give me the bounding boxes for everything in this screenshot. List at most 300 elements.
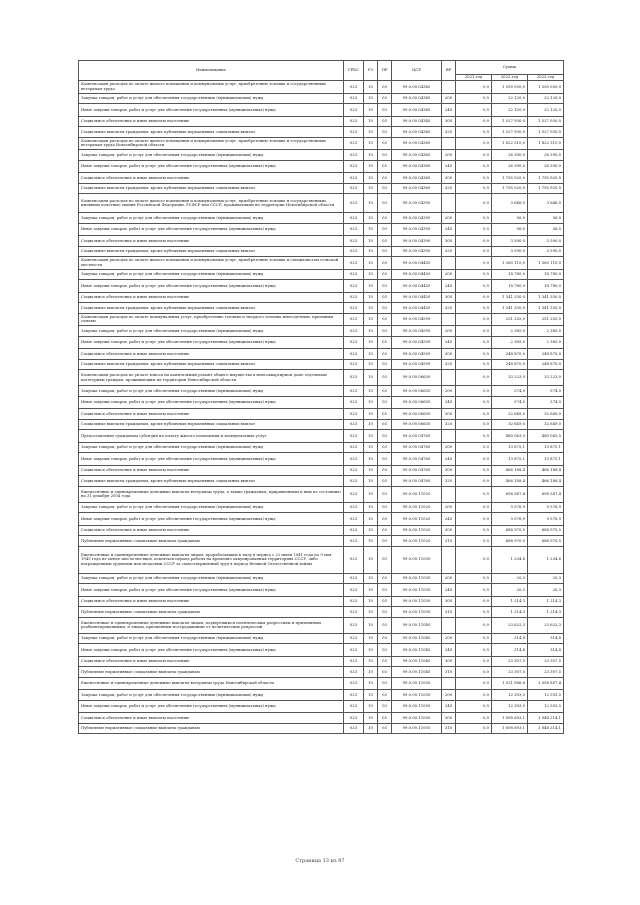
row-vr: 310	[442, 536, 456, 547]
row-sum-2023: 1 046 214,1	[528, 723, 564, 734]
row-name: Социальное обеспечение и иные выплаты населению	[79, 656, 344, 667]
row-grbs: 023	[344, 723, 364, 734]
row-rz: 10	[364, 465, 378, 476]
row-name: Ежемесячные и единовременные денежные выплаты лицам, подвергшимся политическим репрессиям и признанным реабилитированными, и лицам, признанным пострадавшими от политических репрессий	[79, 617, 344, 633]
budget-table-sheet	[78, 60, 563, 734]
row-sum-2023: 574,0	[528, 396, 564, 409]
row-sum-2022: 574,0	[492, 386, 528, 397]
table-row	[79, 723, 564, 734]
row-name: Социальное обеспечение и иные выплаты населению	[79, 713, 344, 724]
row-name: Компенсация расходов по оплате жилого помещения и коммунальных услуг, приобретению топлива и государственным ветеранам труда	[79, 81, 344, 94]
row-csr: 99.0.00.11040	[392, 667, 442, 678]
row-name: Публичные нормативные социальные выплаты гражданам	[79, 607, 344, 618]
table-body	[79, 81, 564, 734]
row-sum-2023: 23 622,3	[528, 617, 564, 633]
row-grbs: 023	[344, 453, 364, 466]
row-grbs: 023	[344, 396, 364, 409]
row-grbs: 023	[344, 677, 364, 690]
row-pr: 03	[378, 617, 392, 633]
row-csr: 99.0.00.11050	[392, 690, 442, 701]
row-rz: 10	[364, 513, 378, 526]
row-vr: 240	[442, 700, 456, 713]
row-grbs: 023	[344, 584, 364, 597]
row-sum-2023: 32 649,0	[528, 419, 564, 430]
row-name: Публичные нормативные социальные выплаты гражданам	[79, 667, 344, 678]
row-csr: 99.0.00.04450	[392, 269, 442, 280]
row-rz: 10	[364, 525, 378, 536]
row-sum-2023: 18 780,0	[528, 269, 564, 280]
row-vr: 300	[442, 292, 456, 303]
row-grbs: 023	[344, 596, 364, 607]
row-grbs: 023	[344, 236, 364, 247]
row-grbs: 023	[344, 246, 364, 257]
table-row	[79, 442, 564, 453]
row-sum-2022: 1 795 920,0	[492, 183, 528, 194]
row-csr: 99.0.00.04599	[392, 349, 442, 360]
row-sum-2021: 0,0	[456, 370, 492, 386]
row-sum-2021: 0,0	[456, 303, 492, 314]
row-name: Закупка товаров, работ и услуг для обеспечения государственных (муниципальных) нужд	[79, 326, 344, 337]
row-name: Закупка товаров, работ и услуг для обеспечения государственных (муниципальных) нужд	[79, 386, 344, 397]
row-sum-2021: 0,0	[456, 93, 492, 104]
row-grbs: 023	[344, 93, 364, 104]
row-grbs: 023	[344, 370, 364, 386]
row-rz: 10	[364, 690, 378, 701]
row-sum-2022: 1 822 310,0	[492, 137, 528, 150]
row-vr	[442, 617, 456, 633]
row-pr: 03	[378, 573, 392, 584]
row-csr: 99.0.00.11020	[392, 513, 442, 526]
row-pr: 03	[378, 525, 392, 536]
row-csr: 99.0.00.04760	[392, 476, 442, 487]
row-name: Иные закупки товаров, работ и услуг для обеспечения государственных (муниципальных) нужд	[79, 104, 344, 117]
row-sum-2021: 0,0	[456, 292, 492, 303]
table-row	[79, 280, 564, 293]
row-sum-2021: 0,0	[456, 280, 492, 293]
table-row	[79, 236, 564, 247]
row-rz: 10	[364, 573, 378, 584]
table-row	[79, 476, 564, 487]
row-pr: 03	[378, 386, 392, 397]
row-sum-2021: 0,0	[456, 677, 492, 690]
row-sum-2021: 0,0	[456, 336, 492, 349]
row-sum-2023: 1 214,3	[528, 596, 564, 607]
row-grbs: 023	[344, 150, 364, 161]
row-rz: 10	[364, 116, 378, 127]
row-sum-2023: 1 822 310,0	[528, 137, 564, 150]
row-name: Закупка товаров, работ и услуг для обеспечения государственных (муниципальных) нужд	[79, 269, 344, 280]
row-name: Социальное обеспечение и иные выплаты населению	[79, 409, 344, 420]
row-vr	[442, 313, 456, 326]
row-csr: 99.0.00.04360	[392, 160, 442, 173]
table-row	[79, 396, 564, 409]
table-header	[79, 61, 564, 81]
table-row	[79, 313, 564, 326]
row-sum-2021: 0,0	[456, 617, 492, 633]
row-sum-2022: 32 649,0	[492, 409, 528, 420]
row-pr: 03	[378, 292, 392, 303]
row-name: Социальные выплаты гражданам, кроме публичных нормативных социальных выплат	[79, 127, 344, 138]
row-pr: 03	[378, 596, 392, 607]
row-sum-2021: 0,0	[456, 137, 492, 150]
row-sum-2022: 574,0	[492, 396, 528, 409]
row-name: Ежемесячные и единовременные денежные выплаты ветеранам труда Новосибирской области	[79, 677, 344, 690]
row-sum-2021: 0,0	[456, 194, 492, 213]
row-csr: 99.0.00.11030	[392, 573, 442, 584]
row-grbs: 023	[344, 502, 364, 513]
row-name: Компенсация расходов по уплате взноса на капитальный ремонт общего имущества в многоквартирном доме отдельным категориям граждан, проживающим на территории Новосибирской области	[79, 370, 344, 386]
row-sum-2022: 18 780,0	[492, 280, 528, 293]
row-rz: 10	[364, 213, 378, 224]
row-vr: 200	[442, 269, 456, 280]
row-pr: 03	[378, 465, 392, 476]
row-pr: 03	[378, 280, 392, 293]
row-csr: 99.0.00.04360	[392, 150, 442, 161]
row-rz: 10	[364, 303, 378, 314]
row-pr: 03	[378, 183, 392, 194]
row-name: Социальные выплаты гражданам, кроме публичных нормативных социальных выплат	[79, 246, 344, 257]
row-sum-2021: 0,0	[456, 442, 492, 453]
table-row	[79, 677, 564, 690]
row-rz: 10	[364, 257, 378, 270]
row-grbs: 023	[344, 137, 364, 150]
row-csr: 99.0.00.04340	[392, 93, 442, 104]
row-grbs: 023	[344, 465, 364, 476]
row-vr: 320	[442, 419, 456, 430]
table-row	[79, 656, 564, 667]
row-vr	[442, 486, 456, 502]
row-sum-2022: 26 390,0	[492, 160, 528, 173]
row-sum-2023: 1 214,3	[528, 607, 564, 618]
row-pr: 03	[378, 633, 392, 644]
row-name: Социальное обеспечение и иные выплаты населению	[79, 292, 344, 303]
row-sum-2023: 12 593,5	[528, 700, 564, 713]
row-csr: 99.0.00.11040	[392, 656, 442, 667]
row-grbs: 023	[344, 313, 364, 326]
row-name: Компенсация расходов по оплате жилого помещения и коммунальных услуг, приобретению топлива и специалистам сельской местности	[79, 257, 344, 270]
table-row	[79, 546, 564, 573]
row-pr: 03	[378, 502, 392, 513]
row-sum-2023: 688 970,5	[528, 536, 564, 547]
row-vr: 310	[442, 667, 456, 678]
row-vr: 240	[442, 280, 456, 293]
row-csr: 99.0.00.11050	[392, 713, 442, 724]
row-vr: 300	[442, 465, 456, 476]
row-csr: 99.0.00.04760	[392, 442, 442, 453]
row-grbs: 023	[344, 690, 364, 701]
row-vr: 200	[442, 502, 456, 513]
row-name: Иные закупки товаров, работ и услуг для обеспечения государственных (муниципальных) нужд	[79, 336, 344, 349]
row-pr: 03	[378, 409, 392, 420]
row-grbs: 023	[344, 644, 364, 657]
row-sum-2023: 18 780,0	[528, 280, 564, 293]
row-vr: 200	[442, 442, 456, 453]
row-vr: 300	[442, 349, 456, 360]
table-row	[79, 536, 564, 547]
row-csr: 99.0.00.04599	[392, 326, 442, 337]
row-vr: 200	[442, 213, 456, 224]
row-sum-2023: 23 307,5	[528, 656, 564, 667]
row-sum-2021: 0,0	[456, 633, 492, 644]
row-sum-2023: 23 307,5	[528, 667, 564, 678]
row-pr: 03	[378, 269, 392, 280]
row-vr	[442, 430, 456, 443]
row-grbs: 023	[344, 419, 364, 430]
row-sum-2022: 23 307,5	[492, 656, 528, 667]
row-name: Публичные нормативные социальные выплаты гражданам	[79, 536, 344, 547]
row-name: Социальные выплаты гражданам, кроме публичных нормативных социальных выплат	[79, 419, 344, 430]
row-rz: 10	[364, 370, 378, 386]
row-grbs: 023	[344, 336, 364, 349]
row-sum-2023: 1 058 807,4	[528, 677, 564, 690]
row-vr	[442, 546, 456, 573]
row-sum-2023: 1 550 050,0	[528, 81, 564, 94]
row-grbs: 023	[344, 223, 364, 236]
row-rz: 10	[364, 430, 378, 443]
row-vr: 300	[442, 236, 456, 247]
row-sum-2022: 1 341 330,0	[492, 292, 528, 303]
row-pr: 03	[378, 173, 392, 184]
row-rz: 10	[364, 313, 378, 326]
row-grbs: 023	[344, 656, 364, 667]
row-vr: 200	[442, 326, 456, 337]
row-sum-2023: 1 795 920,0	[528, 183, 564, 194]
row-pr: 03	[378, 336, 392, 349]
table-row	[79, 409, 564, 420]
table-row	[79, 223, 564, 236]
row-grbs: 023	[344, 303, 364, 314]
row-sum-2023: 56,0	[528, 213, 564, 224]
row-grbs: 023	[344, 486, 364, 502]
row-csr: 99.0.00.04450	[392, 280, 442, 293]
row-pr: 03	[378, 194, 392, 213]
row-pr: 03	[378, 213, 392, 224]
row-sum-2021: 0,0	[456, 596, 492, 607]
row-pr: 03	[378, 667, 392, 678]
row-sum-2021: 0,0	[456, 349, 492, 360]
row-sum-2021: 0,0	[456, 173, 492, 184]
row-grbs: 023	[344, 513, 364, 526]
row-vr	[442, 370, 456, 386]
row-sum-2022: 466 188,4	[492, 465, 528, 476]
row-name: Закупка товаров, работ и услуг для обеспечения государственных (муниципальных) нужд	[79, 150, 344, 161]
row-csr: 99.0.00.04390	[392, 236, 442, 247]
col-2021-header: 2021 год	[456, 75, 492, 81]
row-grbs: 023	[344, 386, 364, 397]
row-pr: 03	[378, 713, 392, 724]
row-name: Закупка товаров, работ и услуг для обеспечения государственных (муниципальных) нужд	[79, 93, 344, 104]
row-sum-2023: 12 593,5	[528, 690, 564, 701]
table-row	[79, 292, 564, 303]
row-sum-2021: 0,0	[456, 409, 492, 420]
row-grbs: 023	[344, 633, 364, 644]
row-sum-2021: 0,0	[456, 465, 492, 476]
row-sum-2022: 1 234,6	[492, 546, 528, 573]
row-sum-2021: 0,0	[456, 502, 492, 513]
row-vr: 240	[442, 513, 456, 526]
row-pr: 03	[378, 93, 392, 104]
row-name: Ежемесячные и единовременные денежные выплаты ветеранам труда, а также гражданам, приравненным к ним по состоянию на 31 декабря 2004 года	[79, 486, 344, 502]
row-sum-2021: 0,0	[456, 513, 492, 526]
row-rz: 10	[364, 236, 378, 247]
row-grbs: 023	[344, 617, 364, 633]
row-rz: 10	[364, 419, 378, 430]
row-sum-2022: 3 646,0	[492, 194, 528, 213]
row-csr: 99.0.00.04340	[392, 127, 442, 138]
row-sum-2023: 698 547,4	[528, 486, 564, 502]
row-vr	[442, 257, 456, 270]
row-sum-2022: 26 390,0	[492, 150, 528, 161]
row-sum-2023: 3 590,0	[528, 236, 564, 247]
table-row	[79, 246, 564, 257]
row-csr: 99.0.00.06630	[392, 419, 442, 430]
row-sum-2021: 0,0	[456, 723, 492, 734]
row-rz: 10	[364, 536, 378, 547]
row-name: Закупка товаров, работ и услуг для обеспечения государственных (муниципальных) нужд	[79, 633, 344, 644]
row-rz: 10	[364, 150, 378, 161]
row-csr: 99.0.00.04360	[392, 183, 442, 194]
table-row	[79, 453, 564, 466]
row-grbs: 023	[344, 280, 364, 293]
row-vr: 240	[442, 336, 456, 349]
row-csr: 99.0.00.11030	[392, 596, 442, 607]
row-sum-2021: 0,0	[456, 386, 492, 397]
row-sum-2022: 18 780,0	[492, 269, 528, 280]
row-vr: 320	[442, 303, 456, 314]
row-vr: 300	[442, 525, 456, 536]
row-csr: 99.0.00.11020	[392, 536, 442, 547]
table-row	[79, 269, 564, 280]
row-sum-2023: 13 875,1	[528, 442, 564, 453]
row-grbs: 023	[344, 546, 364, 573]
row-sum-2021: 0,0	[456, 525, 492, 536]
row-sum-2023: 9 576,9	[528, 502, 564, 513]
row-sum-2022: 3 590,0	[492, 246, 528, 257]
row-csr: 99.0.00.04340	[392, 104, 442, 117]
row-sum-2021: 0,0	[456, 326, 492, 337]
row-grbs: 023	[344, 525, 364, 536]
row-sum-2023: 1 795 920,0	[528, 173, 564, 184]
row-sum-2023: 26 390,0	[528, 160, 564, 173]
table-row	[79, 667, 564, 678]
row-rz: 10	[364, 396, 378, 409]
row-pr: 03	[378, 476, 392, 487]
row-csr: 99.0.00.04390	[392, 213, 442, 224]
row-sum-2021: 0,0	[456, 419, 492, 430]
row-sum-2023: 32 649,0	[528, 409, 564, 420]
col-rz-header: РЗ	[364, 61, 378, 81]
row-rz: 10	[364, 502, 378, 513]
row-sum-2023: 22 120,0	[528, 93, 564, 104]
table-row	[79, 194, 564, 213]
row-sum-2022: 1 795 920,0	[492, 173, 528, 184]
row-csr: 99.0.00.11030	[392, 607, 442, 618]
row-grbs: 023	[344, 104, 364, 117]
row-rz: 10	[364, 292, 378, 303]
row-sum-2022: 56,0	[492, 223, 528, 236]
row-vr: 200	[442, 93, 456, 104]
budget-table	[78, 60, 564, 734]
row-pr: 03	[378, 546, 392, 573]
row-sum-2023: 248 870,0	[528, 359, 564, 370]
row-pr: 03	[378, 677, 392, 690]
row-name: Социальное обеспечение и иные выплаты населению	[79, 116, 344, 127]
row-grbs: 023	[344, 573, 364, 584]
row-sum-2022: 248 870,0	[492, 349, 528, 360]
row-vr: 310	[442, 607, 456, 618]
row-sum-2022: 3 590,0	[492, 236, 528, 247]
row-csr: 99.0.00.11030	[392, 546, 442, 573]
row-sum-2023: 251 255,0	[528, 313, 564, 326]
row-sum-2022: 12 393,5	[492, 690, 528, 701]
row-vr: 200	[442, 573, 456, 584]
row-vr: 200	[442, 690, 456, 701]
row-name: Предоставление гражданам субсидий на оплату жилого помещения и коммунальных услуг	[79, 430, 344, 443]
row-rz: 10	[364, 644, 378, 657]
row-pr: 03	[378, 257, 392, 270]
row-vr	[442, 677, 456, 690]
row-sum-2022: 1 550 050,0	[492, 81, 528, 94]
row-name: Социальное обеспечение и иные выплаты населению	[79, 349, 344, 360]
row-sum-2021: 0,0	[456, 546, 492, 573]
table-row	[79, 104, 564, 117]
row-name: Социальное обеспечение и иные выплаты населению	[79, 465, 344, 476]
row-sum-2021: 0,0	[456, 476, 492, 487]
table-row	[79, 303, 564, 314]
table-row	[79, 573, 564, 584]
row-rz: 10	[364, 93, 378, 104]
row-csr: 99.0.00.11040	[392, 617, 442, 633]
row-pr: 03	[378, 150, 392, 161]
row-rz: 10	[364, 723, 378, 734]
row-rz: 10	[364, 409, 378, 420]
row-rz: 10	[364, 336, 378, 349]
row-vr	[442, 194, 456, 213]
row-sum-2023: 1 046 214,1	[528, 713, 564, 724]
row-name: Закупка товаров, работ и услуг для обеспечения государственных (муниципальных) нужд	[79, 573, 344, 584]
table-row	[79, 326, 564, 337]
col-2023-header: 2023 год	[528, 75, 564, 81]
row-pr: 03	[378, 607, 392, 618]
row-sum-2022: 1 360 110,0	[492, 257, 528, 270]
row-sum-2021: 0,0	[456, 104, 492, 117]
row-sum-2021: 0,0	[456, 183, 492, 194]
row-pr: 03	[378, 370, 392, 386]
row-vr: 240	[442, 644, 456, 657]
row-vr: 300	[442, 116, 456, 127]
row-pr: 03	[378, 246, 392, 257]
row-pr: 03	[378, 116, 392, 127]
row-sum-2022: 9 576,9	[492, 502, 528, 513]
row-name: Компенсация расходов по оплате коммунальных услуг, приобретению топлива и твердого топлива многодетным, приемным семьям	[79, 313, 344, 326]
row-sum-2022: 314,8	[492, 644, 528, 657]
row-rz: 10	[364, 326, 378, 337]
row-sum-2021: 0,0	[456, 269, 492, 280]
row-rz: 10	[364, 476, 378, 487]
table-row	[79, 465, 564, 476]
row-sum-2023: 314,8	[528, 644, 564, 657]
row-pr: 03	[378, 430, 392, 443]
row-pr: 03	[378, 513, 392, 526]
row-name: Социальные выплаты гражданам, кроме публичных нормативных социальных выплат	[79, 183, 344, 194]
row-sum-2021: 0,0	[456, 453, 492, 466]
row-sum-2021: 0,0	[456, 536, 492, 547]
row-rz: 10	[364, 246, 378, 257]
row-grbs: 023	[344, 269, 364, 280]
row-sum-2023: 248 870,0	[528, 349, 564, 360]
row-sum-2021: 0,0	[456, 690, 492, 701]
row-sum-2023: 466 188,4	[528, 465, 564, 476]
